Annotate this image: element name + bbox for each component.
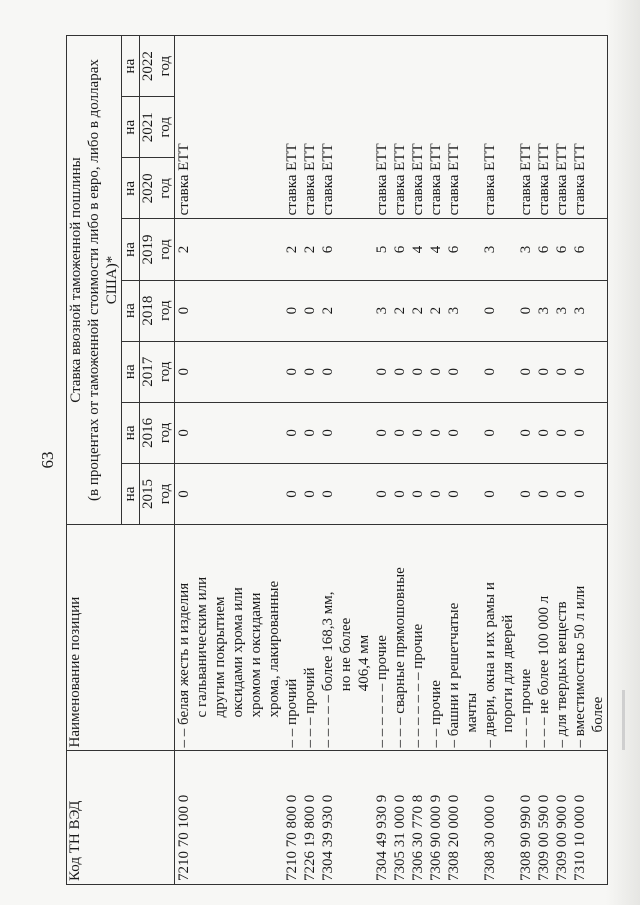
rate-2015: 0 (373, 463, 391, 524)
row-code: 7305 31 000 0 (391, 751, 409, 885)
rate-2019: 4 (409, 219, 427, 280)
rate-2015: 0 (427, 463, 445, 524)
rate-2016: 0 (409, 402, 427, 463)
rate-2016: 0 (535, 402, 553, 463)
table-row (535, 36, 553, 885)
row-code: 7304 39 930 0 (319, 751, 373, 885)
row-code: 7309 00 590 0 (535, 751, 553, 885)
rate-2016: 0 (571, 402, 608, 463)
header-code: Код ТН ВЭД (67, 751, 175, 885)
header-year-na: на (122, 219, 140, 280)
row-code: 7309 00 900 0 (553, 751, 571, 885)
rate-2017: 0 (535, 341, 553, 402)
rate-2016: 0 (283, 402, 301, 463)
header-rate-line1: Ставка ввозной таможенной пошлины (68, 157, 84, 403)
rate-2019: 6 (553, 219, 571, 280)
table-row (319, 36, 373, 885)
rate-2017: 0 (283, 341, 301, 402)
row-name: – – – прочий (301, 525, 319, 751)
rate-2018: 0 (517, 280, 535, 341)
rate-2018: 3 (373, 280, 391, 341)
rate-2019: 5 (373, 219, 391, 280)
rate-2017: 0 (481, 341, 517, 402)
row-name: – для твердых веществ (553, 525, 571, 751)
table-row (553, 36, 571, 885)
row-name: – – – – – более 168,3 мм, но не более 406,4 мм (319, 525, 373, 751)
row-code: 7210 70 800 0 (283, 751, 301, 885)
rate-2018: 3 (535, 280, 553, 341)
rate-2017: 0 (301, 341, 319, 402)
rate-2019: 6 (571, 219, 608, 280)
rate-2017: 0 (175, 341, 284, 402)
rate-2018: 0 (175, 280, 284, 341)
row-name: – – белая жесть и изделия с гальваническим или другим покрытием оксидами хрома или хромом и оксидами хрома, лакированные (175, 525, 284, 751)
rate-2017: 0 (553, 341, 571, 402)
table-row (373, 36, 391, 885)
rate-2019: 3 (481, 219, 517, 280)
rate-ett: ставка ЕТТ (373, 36, 391, 219)
table-row (409, 36, 427, 885)
rate-2017: 0 (445, 341, 481, 402)
rate-ett: ставка ЕТТ (445, 36, 481, 219)
header-year-na: на (122, 341, 140, 402)
row-code: 7226 19 800 0 (301, 751, 319, 885)
rate-2015: 0 (553, 463, 571, 524)
rate-2019: 3 (517, 219, 535, 280)
rate-2015: 0 (535, 463, 553, 524)
rate-2016: 0 (319, 402, 373, 463)
rate-ett: ставка ЕТТ (319, 36, 373, 219)
rate-2016: 0 (481, 402, 517, 463)
rate-2016: 0 (445, 402, 481, 463)
header-year: 2016 год (140, 402, 175, 463)
header-year: 2020 год (140, 158, 175, 219)
rate-2017: 0 (373, 341, 391, 402)
rate-2016: 0 (175, 402, 284, 463)
row-name: – – – – – – – прочие (409, 525, 427, 751)
row-name: – двери, окна и их рамы и пороги для дверей (481, 525, 517, 751)
rate-ett: ставка ЕТТ (391, 36, 409, 219)
rate-2018: 3 (571, 280, 608, 341)
rate-ett: ставка ЕТТ (571, 36, 608, 219)
rate-2015: 0 (319, 463, 373, 524)
header-rate-title (67, 36, 122, 525)
rate-2018: 0 (481, 280, 517, 341)
row-code: 7304 49 930 9 (373, 751, 391, 885)
header-year: 2018 год (140, 280, 175, 341)
rate-2018: 0 (301, 280, 319, 341)
row-code: 7308 20 000 0 (445, 751, 481, 885)
rate-2017: 0 (409, 341, 427, 402)
header-year: 2017 год (140, 341, 175, 402)
header-name: Наименование позиции (67, 525, 175, 751)
row-name: – – прочие (427, 525, 445, 751)
header-year-na: на (122, 158, 140, 219)
row-name: – – – сварные прямошовные (391, 525, 409, 751)
page-number: 63 (38, 451, 57, 469)
rate-2018: 2 (427, 280, 445, 341)
rate-2017: 0 (427, 341, 445, 402)
rate-2018: 3 (553, 280, 571, 341)
rate-2019: 6 (535, 219, 553, 280)
rate-2019: 6 (319, 219, 373, 280)
rate-2017: 0 (517, 341, 535, 402)
rate-ett: ставка ЕТТ (283, 36, 301, 219)
rate-2015: 0 (481, 463, 517, 524)
rate-ett: ставка ЕТТ (301, 36, 319, 219)
table-row (517, 36, 535, 885)
table-row (427, 36, 445, 885)
row-name: – – – прочие (517, 525, 535, 751)
rate-2018: 2 (319, 280, 373, 341)
row-name: – вместимостью 50 л или более (571, 525, 608, 751)
row-code: 7308 90 990 0 (517, 751, 535, 885)
rate-2016: 0 (517, 402, 535, 463)
rate-ett: ставка ЕТТ (481, 36, 517, 219)
rate-ett: ставка ЕТТ (427, 36, 445, 219)
rate-2016: 0 (301, 402, 319, 463)
rate-2018: 3 (445, 280, 481, 341)
rate-2015: 0 (391, 463, 409, 524)
rate-2015: 0 (301, 463, 319, 524)
row-name: – – – не более 100 000 л (535, 525, 553, 751)
rate-ett: ставка ЕТТ (517, 36, 535, 219)
rate-2015: 0 (571, 463, 608, 524)
binder-mark (622, 690, 625, 750)
table-row (301, 36, 319, 885)
table-row (445, 36, 481, 885)
rate-2019: 6 (445, 219, 481, 280)
row-code: 7306 30 770 8 (409, 751, 427, 885)
header-year: 2022 год (140, 36, 175, 97)
rate-2015: 0 (175, 463, 284, 524)
rate-2017: 0 (571, 341, 608, 402)
rate-2015: 0 (409, 463, 427, 524)
header-year-na: на (122, 36, 140, 97)
row-name: – – прочий (283, 525, 301, 751)
rate-2019: 6 (391, 219, 409, 280)
row-code: 7210 70 100 0 (175, 751, 284, 885)
row-name: – – – – – – прочие (373, 525, 391, 751)
rate-2017: 0 (391, 341, 409, 402)
tariff-table (66, 35, 608, 885)
header-rate-line2: (в процентах от таможенной стоимости либо в евро, либо в долларах США)* (86, 59, 120, 501)
rate-ett: ставка ЕТТ (535, 36, 553, 219)
rate-2015: 0 (445, 463, 481, 524)
header-year: 2021 год (140, 97, 175, 158)
rate-2019: 2 (301, 219, 319, 280)
rate-2015: 0 (517, 463, 535, 524)
rate-2018: 2 (391, 280, 409, 341)
header-year-na: на (122, 280, 140, 341)
table-row (175, 36, 284, 885)
rate-ett: ставка ЕТТ (409, 36, 427, 219)
rate-2018: 2 (409, 280, 427, 341)
rotated-landscape-content (32, 35, 606, 885)
table-row (481, 36, 517, 885)
row-code: 7310 10 000 0 (571, 751, 608, 885)
rate-2017: 0 (319, 341, 373, 402)
rate-2016: 0 (391, 402, 409, 463)
row-code: 7308 30 000 0 (481, 751, 517, 885)
rate-2019: 2 (175, 219, 284, 280)
table-row (571, 36, 608, 885)
rate-ett: ставка ЕТТ (175, 36, 284, 219)
rate-ett: ставка ЕТТ (553, 36, 571, 219)
header-year: 2019 год (140, 219, 175, 280)
scan-edge-shadow (606, 0, 640, 905)
rate-2016: 0 (427, 402, 445, 463)
rate-2019: 4 (427, 219, 445, 280)
rate-2018: 0 (283, 280, 301, 341)
table-row (283, 36, 301, 885)
header-year-na: на (122, 402, 140, 463)
rate-2016: 0 (373, 402, 391, 463)
header-year-na: на (122, 463, 140, 524)
row-name: – башни и решетчатые мачты (445, 525, 481, 751)
rate-2019: 2 (283, 219, 301, 280)
header-year: 2015 год (140, 463, 175, 524)
table-row (391, 36, 409, 885)
rate-2016: 0 (553, 402, 571, 463)
rate-2015: 0 (283, 463, 301, 524)
row-code: 7306 90 000 9 (427, 751, 445, 885)
header-year-na: на (122, 97, 140, 158)
